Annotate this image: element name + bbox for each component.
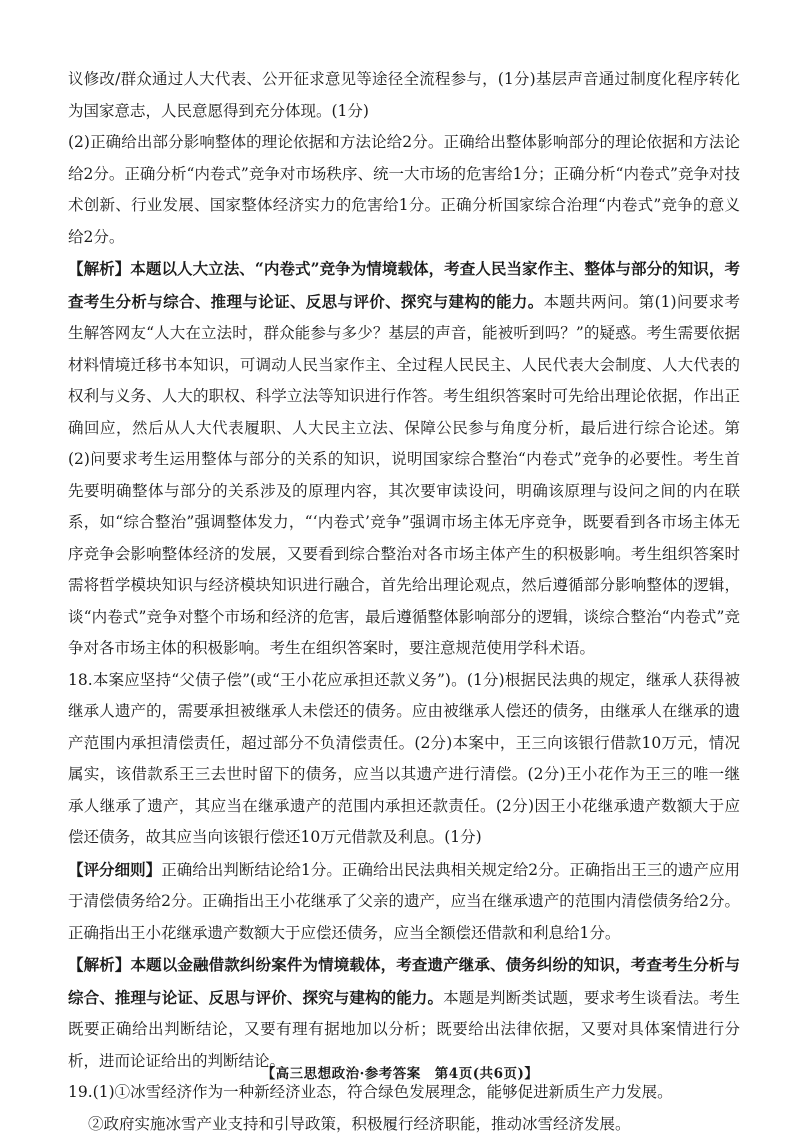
q19-item-2: ②政府实施冰雪产业支持和引导政策，积极履行经济职能，推动冰雪经济发展。	[68, 1109, 740, 1140]
page-footer: 【高三思想政治·参考答案 第4页(共6页)】	[0, 1062, 800, 1082]
analysis-tag: 【解析】	[68, 259, 130, 278]
question-number: 19.	[68, 1083, 93, 1101]
analysis-body: 本题共两问。第(1)问要求考生解答网友“人大在立法时，群众能参与多少？基层的声音，能被听到吗？”的疑惑。考生需要依据材料情境迁移书本知识，可调动人民当家作主、全过程人民民主、人民代表大会制度、人大代表的权利与义务、人大的职权、科学立法等知识进行作答。考生组织答案时可先给出理论依据，作出正确回应，然后从人大代表履职、人大民主立法、保障公民参与角度分析，最后进行综合论述。第(2)问要求考生运用整体与部分的关系的知识，说明国家综合整治“内卷式”竞争的必要性。考生首先要明确整体与部分的关系涉及的原理内容，其次要审读设问，明确该原理与设问之间的内在联系，如“综合整治”强调整体发力，“‘内卷式’竞争”强调市场主体无序竞争，既要看到各市场主体无序竞争会影响整体经济的发展，又要看到综合整治对各市场主体产生的积极影响。考生组织答案时需将哲学模块知识与经济模块知识进行融合，首先给出理论观点，然后遵循部分影响整体的逻辑，谈“内卷式”竞争对整个市场和经济的危害，最后遵循整体影响部分的逻辑，谈综合整治“内卷式”竞争对各市场主体的积极影响。考生在组织答案时，要注意规范使用学科术语。	[68, 293, 740, 658]
scoring-tag: 【评分细则】	[68, 860, 161, 879]
analysis-body: 本题是判断类试题，要求考生谈看法。考生既要正确给出判断结论，又要有理有据地加以分析；既要给出法律依据，又要对具体案情进行分析，进而论证给出的判断结论。	[68, 989, 740, 1070]
scoring-text: 正确给出判断结论给1分。正确给出民法典相关规定给2分。正确指出王三的遗产应用于清偿债务给2分。正确指出王小花继承了父亲的遗产，应当在继承遗产的范围内清偿债务给2分。正确指出王小花继承遗产数额大于应偿还债务，应当全额偿还借款和利息给1分。	[68, 861, 740, 942]
analysis-lead: 本题以人大立法、“内卷式”竞争为情境载体，考查人民当家作主、整体与部分的知识，考查考生分析与综合、推理与论证、反思与评价、探究与建构的能力。	[68, 259, 740, 311]
question-number: 18.	[68, 671, 93, 689]
q19-item-1-text: (1)①冰雪经济作为一种新经济业态，符合绿色发展理念，能够促进新质生产力发展。	[93, 1083, 673, 1101]
analysis-lead: 本题以金融借款纠纷案件为情境载体，考查遗产继承、债务纠纷的知识，考查考生分析与综合、推理与论证、反思与评价、探究与建构的能力。	[68, 955, 740, 1007]
q17-analysis	[68, 253, 740, 665]
q17-part1-continued: 议修改/群众通过人大代表、公开征求意见等途径全流程参与，(1分)基层声音通过制度化程序转化为国家意志，人民意愿得到充分体现。(1分)	[68, 64, 740, 127]
q18-scoring	[68, 854, 740, 950]
q18-answer-text: 本案应坚持“父债子偿”(或“王小花应承担还款义务”)。(1分)根据民法典的规定，继承人获得被继承人遗产的，需要承担被继承人未偿还的债务。应由被继承人偿还的债务，由继承人在继承的遗产范围内承担清偿责任，超过部分不负清偿责任。(2分)本案中，王三向该银行借款10万元，情况属实，该借款系王三去世时留下的债务，应当以其遗产进行清偿。(2分)王小花作为王三的唯一继承人继承了遗产，其应当在继承遗产的范围内承担还款责任。(2分)因王小花继承遗产数额大于应偿还债务，故其应当向该银行偿还10万元借款及利息。(1分)	[68, 671, 740, 847]
analysis-tag: 【解析】	[68, 955, 131, 974]
q17-part2-scoring: (2)正确给出部分影响整体的理论依据和方法论给2分。正确给出整体影响部分的理论依据和方法论给2分。正确分析“内卷式”竞争对市场秩序、统一大市场的危害给1分；正确分析“内卷式”竞争对技术创新、行业发展、国家整体经济实力的危害给1分。正确分析国家综合治理“内卷式”竞争的意义给2分。	[68, 127, 740, 253]
q18-analysis	[68, 949, 740, 1077]
q18-answer	[68, 665, 740, 854]
